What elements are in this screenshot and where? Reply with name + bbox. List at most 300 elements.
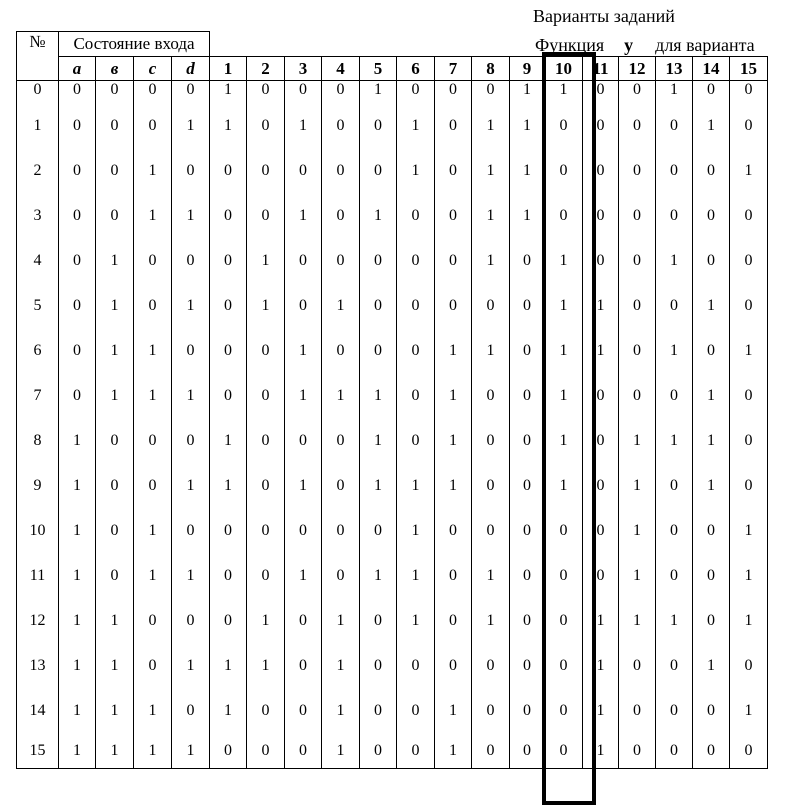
variant-header-1: 1 <box>210 57 247 81</box>
output-cell: 0 <box>619 643 656 688</box>
input-cell: 1 <box>96 688 134 733</box>
output-cell: 0 <box>619 103 656 148</box>
output-cell: 1 <box>472 328 510 373</box>
output-cell: 0 <box>510 418 545 463</box>
output-cell: 0 <box>360 643 397 688</box>
output-cell: 0 <box>247 463 285 508</box>
input-cell: 1 <box>134 553 172 598</box>
output-cell: 0 <box>247 148 285 193</box>
output-cell: 0 <box>693 148 730 193</box>
output-cell: 0 <box>210 238 247 283</box>
num-header: № <box>17 32 59 81</box>
table-row <box>17 238 768 283</box>
output-cell: 1 <box>545 81 583 104</box>
output-cell: 0 <box>693 598 730 643</box>
output-cell: 0 <box>435 148 472 193</box>
variant-header-9: 9 <box>510 57 545 81</box>
output-cell: 0 <box>397 81 435 104</box>
output-cell: 1 <box>619 598 656 643</box>
output-cell: 0 <box>360 148 397 193</box>
output-cell: 1 <box>619 553 656 598</box>
output-cell: 1 <box>285 553 322 598</box>
input-cell: 0 <box>59 238 96 283</box>
for-variant-label: для варианта <box>655 35 755 55</box>
output-cell: 0 <box>656 643 693 688</box>
output-cell: 0 <box>435 643 472 688</box>
header-row-2 <box>17 57 768 81</box>
output-cell: 0 <box>397 328 435 373</box>
output-cell: 0 <box>510 328 545 373</box>
output-cell: 0 <box>545 733 583 769</box>
input-cell: 0 <box>172 508 210 553</box>
output-cell: 0 <box>397 418 435 463</box>
output-cell: 1 <box>397 598 435 643</box>
input-cell: 1 <box>134 508 172 553</box>
output-cell: 1 <box>247 283 285 328</box>
output-cell: 0 <box>210 598 247 643</box>
output-cell: 0 <box>285 598 322 643</box>
output-cell: 0 <box>656 103 693 148</box>
input-header-0: a <box>59 57 96 81</box>
input-cell: 1 <box>172 463 210 508</box>
output-cell: 0 <box>397 733 435 769</box>
variant-header-7: 7 <box>435 57 472 81</box>
input-cell: 1 <box>96 283 134 328</box>
output-cell: 0 <box>656 148 693 193</box>
output-cell: 1 <box>435 463 472 508</box>
output-cell: 0 <box>619 148 656 193</box>
output-cell: 0 <box>360 733 397 769</box>
output-cell: 0 <box>247 193 285 238</box>
output-cell: 1 <box>619 508 656 553</box>
variant-header-13: 13 <box>656 57 693 81</box>
output-cell: 1 <box>656 418 693 463</box>
output-cell: 0 <box>360 508 397 553</box>
input-cell: 1 <box>96 598 134 643</box>
output-cell: 1 <box>210 688 247 733</box>
output-cell: 1 <box>583 688 619 733</box>
output-cell: 1 <box>472 148 510 193</box>
output-cell: 0 <box>545 508 583 553</box>
row-number: 2 <box>17 148 59 193</box>
output-cell: 0 <box>435 81 472 104</box>
output-cell: 0 <box>472 643 510 688</box>
output-cell: 1 <box>583 733 619 769</box>
output-cell: 1 <box>435 733 472 769</box>
input-cell: 1 <box>172 553 210 598</box>
variant-header-15: 15 <box>730 57 768 81</box>
input-cell: 0 <box>134 81 172 104</box>
output-cell: 0 <box>285 733 322 769</box>
output-cell: 1 <box>435 418 472 463</box>
variant-header-5: 5 <box>360 57 397 81</box>
row-number: 15 <box>17 733 59 769</box>
output-cell: 0 <box>285 418 322 463</box>
row-number: 6 <box>17 328 59 373</box>
output-cell: 1 <box>583 643 619 688</box>
input-cell: 0 <box>59 148 96 193</box>
table-row <box>17 598 768 643</box>
input-cell: 1 <box>134 148 172 193</box>
input-cell: 1 <box>96 733 134 769</box>
output-cell: 1 <box>619 463 656 508</box>
output-cell: 0 <box>247 328 285 373</box>
table-row <box>17 643 768 688</box>
output-cell: 0 <box>693 688 730 733</box>
output-cell: 0 <box>360 238 397 283</box>
output-cell: 0 <box>285 688 322 733</box>
output-cell: 0 <box>545 148 583 193</box>
table-row <box>17 148 768 193</box>
input-state-header: Состояние входа <box>59 32 210 57</box>
output-cell: 0 <box>360 103 397 148</box>
output-cell: 0 <box>360 688 397 733</box>
output-cell: 1 <box>397 148 435 193</box>
input-cell: 0 <box>96 463 134 508</box>
input-cell: 0 <box>172 418 210 463</box>
variant-header-14: 14 <box>693 57 730 81</box>
input-cell: 1 <box>134 688 172 733</box>
output-cell: 0 <box>247 733 285 769</box>
output-cell: 1 <box>322 688 360 733</box>
input-cell: 1 <box>134 328 172 373</box>
output-cell: 0 <box>730 418 768 463</box>
output-cell: 0 <box>472 81 510 104</box>
output-cell: 0 <box>730 193 768 238</box>
output-cell: 0 <box>435 238 472 283</box>
output-cell: 0 <box>583 103 619 148</box>
output-cell: 1 <box>472 598 510 643</box>
output-cell: 1 <box>472 103 510 148</box>
output-cell: 1 <box>397 508 435 553</box>
output-cell: 0 <box>322 553 360 598</box>
input-cell: 0 <box>96 418 134 463</box>
output-cell: 0 <box>583 508 619 553</box>
output-cell: 1 <box>656 598 693 643</box>
input-cell: 0 <box>172 148 210 193</box>
output-cell: 0 <box>322 193 360 238</box>
output-cell: 0 <box>656 688 693 733</box>
output-cell: 1 <box>322 643 360 688</box>
output-cell: 0 <box>656 733 693 769</box>
output-cell: 0 <box>656 463 693 508</box>
output-cell: 0 <box>510 733 545 769</box>
output-cell: 0 <box>435 283 472 328</box>
output-cell: 0 <box>210 148 247 193</box>
output-cell: 0 <box>435 553 472 598</box>
variant-header-3: 3 <box>285 57 322 81</box>
row-number: 1 <box>17 103 59 148</box>
input-cell: 0 <box>96 148 134 193</box>
variant-header-11: 11 <box>583 57 619 81</box>
output-cell: 0 <box>322 238 360 283</box>
output-cell: 0 <box>397 688 435 733</box>
input-cell: 1 <box>172 283 210 328</box>
output-cell: 1 <box>397 553 435 598</box>
output-cell: 0 <box>322 463 360 508</box>
row-number: 5 <box>17 283 59 328</box>
output-cell: 0 <box>583 553 619 598</box>
table-row <box>17 688 768 733</box>
output-cell: 1 <box>360 463 397 508</box>
input-cell: 1 <box>96 328 134 373</box>
output-cell: 0 <box>360 598 397 643</box>
input-cell: 0 <box>172 688 210 733</box>
output-cell: 1 <box>247 238 285 283</box>
table-row <box>17 193 768 238</box>
input-cell: 1 <box>59 463 96 508</box>
output-cell: 1 <box>285 103 322 148</box>
output-cell: 0 <box>210 733 247 769</box>
table-row <box>17 328 768 373</box>
output-cell: 0 <box>510 238 545 283</box>
output-cell: 0 <box>545 598 583 643</box>
output-cell: 1 <box>656 238 693 283</box>
output-cell: 0 <box>730 238 768 283</box>
output-cell: 0 <box>510 373 545 418</box>
output-cell: 0 <box>210 508 247 553</box>
variant-header-12: 12 <box>619 57 656 81</box>
input-cell: 0 <box>59 193 96 238</box>
input-cell: 1 <box>59 553 96 598</box>
output-cell: 1 <box>583 283 619 328</box>
output-cell: 0 <box>397 373 435 418</box>
output-cell: 0 <box>210 328 247 373</box>
output-cell: 0 <box>510 688 545 733</box>
input-cell: 1 <box>172 103 210 148</box>
input-header-2: c <box>134 57 172 81</box>
input-cell: 0 <box>96 103 134 148</box>
row-number: 0 <box>17 81 59 104</box>
output-cell: 0 <box>656 373 693 418</box>
output-cell: 0 <box>285 81 322 104</box>
output-cell: 0 <box>247 688 285 733</box>
output-cell: 0 <box>322 81 360 104</box>
output-cell: 1 <box>656 81 693 104</box>
table-row <box>17 103 768 148</box>
output-cell: 1 <box>322 733 360 769</box>
output-cell: 0 <box>210 553 247 598</box>
output-cell: 0 <box>583 81 619 104</box>
input-cell: 1 <box>172 373 210 418</box>
output-cell: 0 <box>693 328 730 373</box>
output-cell: 0 <box>545 643 583 688</box>
output-cell: 0 <box>583 193 619 238</box>
output-cell: 1 <box>545 463 583 508</box>
output-cell: 0 <box>472 283 510 328</box>
output-cell: 0 <box>435 598 472 643</box>
function-word: Функция <box>535 35 605 55</box>
output-cell: 0 <box>247 508 285 553</box>
output-cell: 0 <box>730 373 768 418</box>
output-cell: 0 <box>322 103 360 148</box>
output-cell: 1 <box>619 418 656 463</box>
output-cell: 0 <box>619 688 656 733</box>
variant-header-6: 6 <box>397 57 435 81</box>
output-cell: 1 <box>397 103 435 148</box>
output-cell: 0 <box>583 148 619 193</box>
input-cell: 0 <box>59 81 96 104</box>
row-number: 3 <box>17 193 59 238</box>
output-cell: 1 <box>510 148 545 193</box>
input-header-3: d <box>172 57 210 81</box>
input-cell: 0 <box>172 81 210 104</box>
input-cell: 1 <box>134 193 172 238</box>
output-cell: 0 <box>472 373 510 418</box>
input-cell: 0 <box>96 193 134 238</box>
input-cell: 1 <box>59 643 96 688</box>
output-cell: 0 <box>360 283 397 328</box>
input-cell: 0 <box>59 373 96 418</box>
output-cell: 0 <box>285 148 322 193</box>
table-row <box>17 283 768 328</box>
function-header-cell <box>210 32 768 57</box>
output-cell: 0 <box>397 283 435 328</box>
output-cell: 0 <box>545 193 583 238</box>
output-cell: 0 <box>510 553 545 598</box>
input-cell: 1 <box>134 733 172 769</box>
output-cell: 0 <box>247 373 285 418</box>
output-cell: 1 <box>510 103 545 148</box>
output-cell: 1 <box>730 553 768 598</box>
output-cell: 1 <box>693 283 730 328</box>
output-cell: 1 <box>210 643 247 688</box>
output-cell: 1 <box>693 463 730 508</box>
input-cell: 1 <box>96 643 134 688</box>
input-cell: 1 <box>59 733 96 769</box>
input-cell: 0 <box>59 103 96 148</box>
output-cell: 0 <box>730 81 768 104</box>
output-cell: 0 <box>322 418 360 463</box>
output-cell: 0 <box>510 643 545 688</box>
output-cell: 1 <box>545 373 583 418</box>
input-cell: 1 <box>96 238 134 283</box>
output-cell: 0 <box>285 643 322 688</box>
output-cell: 0 <box>619 328 656 373</box>
output-cell: 1 <box>322 373 360 418</box>
input-cell: 1 <box>59 508 96 553</box>
input-cell: 0 <box>96 508 134 553</box>
output-cell: 1 <box>545 238 583 283</box>
output-cell: 0 <box>360 328 397 373</box>
output-cell: 1 <box>360 193 397 238</box>
row-number: 4 <box>17 238 59 283</box>
variants-title: Варианты заданий <box>533 6 675 26</box>
output-cell: 0 <box>656 193 693 238</box>
output-cell: 0 <box>656 283 693 328</box>
output-cell: 0 <box>693 238 730 283</box>
input-cell: 0 <box>96 553 134 598</box>
input-cell: 1 <box>96 373 134 418</box>
output-cell: 0 <box>210 373 247 418</box>
variant-header-8: 8 <box>472 57 510 81</box>
output-cell: 1 <box>210 463 247 508</box>
row-number: 7 <box>17 373 59 418</box>
input-cell: 1 <box>134 373 172 418</box>
output-cell: 1 <box>730 598 768 643</box>
output-cell: 1 <box>693 103 730 148</box>
output-cell: 0 <box>397 643 435 688</box>
output-cell: 1 <box>210 418 247 463</box>
output-cell: 0 <box>545 553 583 598</box>
output-cell: 0 <box>619 193 656 238</box>
variant-header-4: 4 <box>322 57 360 81</box>
output-cell: 1 <box>693 373 730 418</box>
output-cell: 0 <box>322 148 360 193</box>
output-cell: 0 <box>693 733 730 769</box>
output-cell: 0 <box>730 283 768 328</box>
output-cell: 0 <box>583 463 619 508</box>
output-cell: 1 <box>472 193 510 238</box>
variant-header-10: 10 <box>545 57 583 81</box>
row-number: 13 <box>17 643 59 688</box>
output-cell: 1 <box>693 643 730 688</box>
output-cell: 1 <box>285 328 322 373</box>
output-cell: 0 <box>693 508 730 553</box>
output-cell: 0 <box>619 238 656 283</box>
input-cell: 0 <box>96 81 134 104</box>
row-number: 10 <box>17 508 59 553</box>
input-cell: 0 <box>134 103 172 148</box>
table-row <box>17 373 768 418</box>
output-cell: 0 <box>322 508 360 553</box>
header-row-1 <box>17 32 768 57</box>
output-cell: 0 <box>693 193 730 238</box>
table-row <box>17 81 768 104</box>
output-cell: 1 <box>285 463 322 508</box>
output-cell: 0 <box>510 508 545 553</box>
output-cell: 0 <box>472 508 510 553</box>
output-cell: 0 <box>510 283 545 328</box>
output-cell: 0 <box>210 283 247 328</box>
output-cell: 0 <box>285 238 322 283</box>
table-row <box>17 463 768 508</box>
output-cell: 1 <box>730 148 768 193</box>
output-cell: 0 <box>545 688 583 733</box>
output-cell: 0 <box>322 328 360 373</box>
output-cell: 1 <box>322 283 360 328</box>
output-cell: 1 <box>322 598 360 643</box>
row-number: 12 <box>17 598 59 643</box>
output-cell: 1 <box>210 103 247 148</box>
output-cell: 1 <box>583 328 619 373</box>
table-row <box>17 553 768 598</box>
output-cell: 0 <box>472 688 510 733</box>
output-cell: 0 <box>730 463 768 508</box>
output-cell: 0 <box>510 463 545 508</box>
output-cell: 0 <box>435 508 472 553</box>
output-cell: 0 <box>545 103 583 148</box>
output-cell: 1 <box>545 283 583 328</box>
input-cell: 1 <box>59 598 96 643</box>
input-cell: 0 <box>134 238 172 283</box>
output-cell: 0 <box>285 283 322 328</box>
input-cell: 1 <box>59 418 96 463</box>
input-cell: 0 <box>172 598 210 643</box>
output-cell: 1 <box>435 688 472 733</box>
output-cell: 1 <box>472 553 510 598</box>
input-cell: 0 <box>134 283 172 328</box>
output-cell: 0 <box>435 103 472 148</box>
output-cell: 0 <box>472 418 510 463</box>
output-cell: 1 <box>247 598 285 643</box>
input-cell: 0 <box>59 328 96 373</box>
table-row <box>17 733 768 769</box>
output-cell: 1 <box>693 418 730 463</box>
output-cell: 0 <box>247 81 285 104</box>
output-cell: 0 <box>619 283 656 328</box>
output-cell: 1 <box>730 508 768 553</box>
